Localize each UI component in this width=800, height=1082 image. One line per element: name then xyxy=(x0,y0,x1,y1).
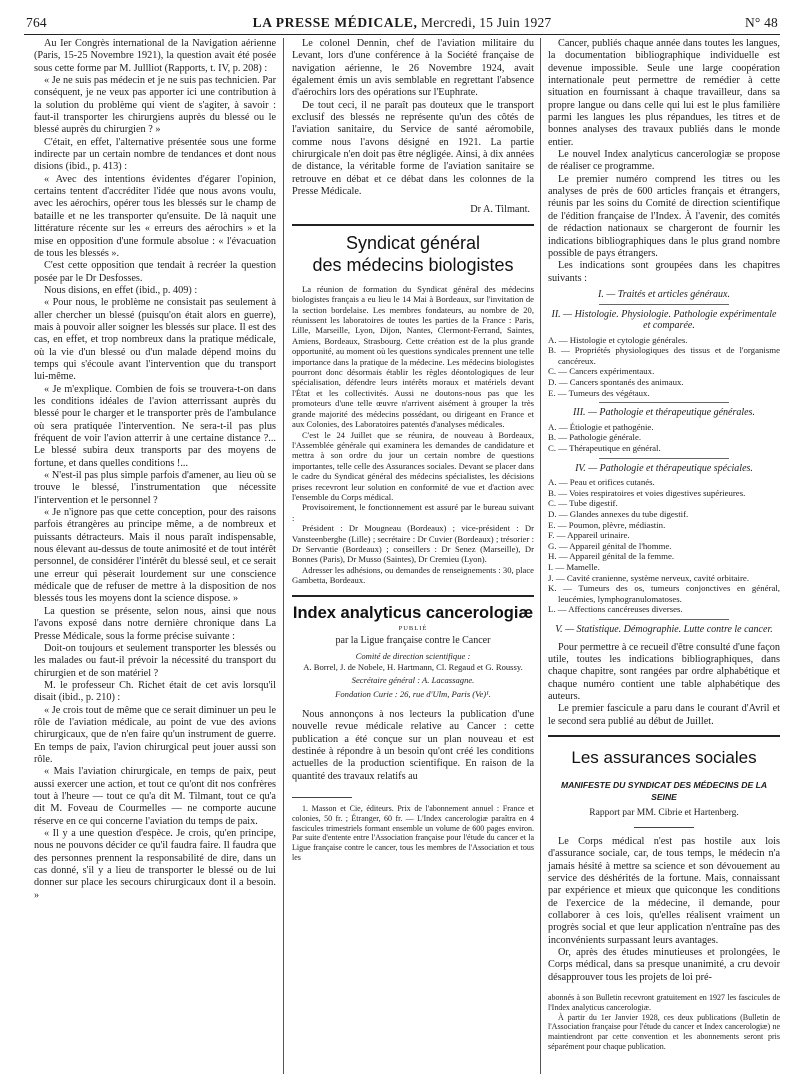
paragraph: Le premier fascicule a paru dans le courant d'Avril et le second sera publié au début de Juillet. xyxy=(548,703,780,727)
section-rule xyxy=(599,458,729,459)
index-comite: Comité de direction scientifique : xyxy=(355,651,471,662)
paragraph: « Mais l'aviation chirurgicale, en temps de paix, peut aussi exercer une action, et tout ce qu'ont dit nos confrères tout à l'heure — tout ce qu'a dit M. Tilmant, tout ce qu'a dit M. Foveau de Courmelles — ne comporte aucune réserve en ce qui concerne l'aviation du temps de paix. xyxy=(34,766,276,827)
section-title: IV. — Pathologie et thérapeutique spéciales. xyxy=(575,462,753,474)
index-paragraph: Nous annonçons à nos lecteurs la publication d'une nouvelle revue médicale relative au Cancer : cette publication a été conçue sur un plan nouveau et est destinée à répondre à un besoin qu'ont créé les conditions actuelles de la production scientifique. En raison de la quantité des travaux relatifs au xyxy=(292,708,534,782)
divider xyxy=(292,595,534,597)
section-rule xyxy=(599,619,729,620)
index-by: par la Ligue française contre le Cancer xyxy=(335,635,491,646)
section-item: B. — Voies respiratoires et voies digestives supérieures. xyxy=(548,487,746,498)
paragraph: De tout ceci, il ne paraît pas douteux que le transport exclusif des blessés ne représente qu'un des côtés de l'aviation sanitaire, du Service de santé aéromobile, comme nous l'avons désigné en 1921. La partie chirurgicale n'en doit pas être négligée. Ainsi, à dix années de distance, la véritable forme de l'aviation sanitaire se retrouve en débat et ce débat dans les colonnes de la Presse Médicale. xyxy=(292,99,534,198)
column-rule-2 xyxy=(540,38,541,1074)
section-title: III. — Pathologie et thérapeutique générales. xyxy=(573,407,755,419)
paragraph: Au Ier Congrès international de la Navigation aérienne (Paris, 15-25 Novembre 1921), la question avait été posée sous cette forme par M. Jullliot (Rapports, t. IV, p. 208) : xyxy=(34,38,276,74)
paragraph: Pour permettre à ce recueil d'être consulté d'une façon utile, toutes les indications bibliographiques, dans chaque chapitre, sont rangées par ordre alphabétique et chaque numéro contient une table alphabétique des auteurs. xyxy=(548,641,780,702)
paragraph: Cancer, publiés chaque année dans toutes les langues, la documentation bibliographique individuelle est devenue impossible. Seule une large coopération internationale peut permettre de remédier à cette situation en fournissant à chaque travailleur, dans sa propre langue ou dans celle qui lui est le plus familière parmi les langues les plus répandues, les titres et de bonnes analyses des travaux publiés dans le monde entier. xyxy=(548,38,780,148)
short-rule xyxy=(634,827,694,828)
section-item: C. — Thérapeutique en général. xyxy=(548,443,661,453)
paragraph: Adresser les adhésions, ou demandes de renseignements : 30, place Gambetta, Bordeaux. xyxy=(292,564,534,586)
footnote-rule xyxy=(292,797,352,798)
column-rule-1 xyxy=(283,38,284,1074)
section-title: II. — Histologie. Physiologie. Pathologie expérimentale et comparée. xyxy=(551,309,777,332)
paragraph: « Je ne suis pas médecin et je ne suis pas technicien. Par conséquent, je ne veux pas apporter ici une contribution à la solution du problème qui vient de s'agiter, à savoir : faut-il transporter les chirurgiens auprès du blessé ou le blessé auprès du chirurgien ? » xyxy=(34,75,276,136)
paragraph: « Avec des intentions évidentes d'égarer l'opinion, certains tentent d'accréditer l'idée que nous avons voulu, avec les aérochirs, opérer tous les blessés sur le champ de bataille et ne les transporter qu'ensuite. De là naquit une littérature récente sur les « erreurs des aérochirs » et la mise en opposition d'une formule absolue : « l'évacuation de tous les blessés ». xyxy=(34,173,276,259)
paragraph: « Je crois tout de même que ce serait diminuer un peu le rôle de l'aviation médicale, au point de vue des avions chirurgicaux, que de n'en faire qu'un instrument de guerre. En temps de paix, l'avion chirurgical peut jouer aussi son rôle. xyxy=(34,704,276,765)
section-title: I. — Traités et articles généraux. xyxy=(598,288,730,300)
paragraph: Le premier numéro comprend les titres ou les analyses de près de 600 articles français et étrangers, réunis par les soins du Comité de direction scientifique de l'édition française de l'Index. À l'avenir, des comités de rédaction nationaux se chargeront de fournir les indications bibliographiques dans le plus grand nombre possible de pays étrangers. xyxy=(548,173,780,259)
section-item: L. — Affections cancéreuses diverses. xyxy=(548,604,683,615)
page-header xyxy=(24,12,780,35)
paragraph: Or, après des études minutieuses et prolongées, le Corps médical, dans sa presque unanimité, a cru devoir désapprouver tous les projets de loi pré- xyxy=(548,947,780,983)
paragraph: C'est cette opposition que tendait à recréer la question posée par le Dr Desfosses. xyxy=(34,260,276,284)
footnote-continued: abonnés à son Bulletin recevront gratuitement en 1927 les fascicules de l'Index analyticus cancerologiæ. xyxy=(548,993,780,1012)
page-number: 764 xyxy=(26,15,47,30)
paragraph: C'est le 24 Juillet que se réunira, de nouveau à Bordeaux, l'Assemblée générale qui examinera les demandes de candidature et mettra à son ordre du jour un certain nombre de questions importantes, telle celle des Assurances sociales. Devant se placer dans le cadre du Syndicat général des médecins spécialistes, les décisions prises recevront leur solution en conformité de vue et d'action avec l'ensemble du Corps médical. xyxy=(292,429,534,502)
section-item: E. — Tumeurs des végétaux. xyxy=(548,387,650,398)
section-item: C. — Cancers expérimentaux. xyxy=(548,366,655,377)
section-item: C. — Tube digestif. xyxy=(548,498,618,509)
paragraph: « Je n'ignore pas que cette conception, pour des raisons parfois étrangères au principe même, a de nombreux et puissants détracteurs. Mais il nous paraît indispensable, nous élevant au-dessus de toute animosité et de tout intérêt personnel, de considérer l'intérêt du blessé seul, et ce serait une erreur qui pèserait lourdement sur une conscience médicale que de refuser de mettre à la disposition de nos blessés tous les moyens dont la science dispose. » xyxy=(34,507,276,605)
section-rule xyxy=(599,304,729,305)
section-item: D. — Glandes annexes du tube digestif. xyxy=(548,508,689,519)
paragraph: C'était, en effet, l'alternative présentée sous une forme indirecte par un certain nombre de tendances et dont nous disions (ibid., p. 413) : xyxy=(34,136,276,173)
paragraph: Le nouvel Index analyticus cancerologiæ se propose de réaliser ce programme. xyxy=(548,149,780,173)
divider xyxy=(292,224,534,226)
section-item: I. — Mamelle. xyxy=(548,561,600,572)
paragraph: Provisoirement, le fonctionnement est assuré par le bureau suivant : xyxy=(292,502,534,523)
paragraph: La réunion de formation du Syndicat général des médecins biologistes français a eu lieu le 14 Mai à Bordeaux, sur l'invitation de la section bordelaise. Les membres fondateurs, au nombre de 20, réunissent les laboratoires de toutes les parties de la France : Paris, Lille, Marseille, Lyon, Dijon, Nantes, Clermont-Ferrand, Saintes, Amiens, Bordeaux, Strasbourg. Cette création est de la plus grande opportunité, au moment où les questions syndicales prennent une telle importance dans la pratique de la médecine. Les médecins biologistes pourront donc désormais établir les règles déontologiques de leur spécialisation, défendre leurs intérêts moraux et matériels devant l'État et les collectivités. Aussi ne doutons-nous pas que les promoteurs d'une telle œuvre n'arrivent aisément à grouper la très grande majorité des médecins possédant, ou dirigeant en France et aux Colonies, des Laboratoires patentés d'analyses médicales. xyxy=(292,283,534,430)
footnote: 1. Masson et Cie, éditeurs. Prix de l'abonnement annuel : France et colonies, 50 fr. ; Étranger, 60 fr. — L'Index cancerologiæ paraîtra en 4 fascicules trimestriels formant ensemble un volume de 600 pages environ. Par suite d'entente entre l'Association française pour l'étude du cancer et la Ligue française contre le cancer, tous les membres de l'Association et tous les xyxy=(292,804,534,863)
paragraph: Président : Dr Mougneau (Bordeaux) ; vice-président : Dr Vansteenberghe (Lille) ; secrétaire : Dr Cuvier (Bordeaux) ; trésorier : Dr Servantie (Bordeaux) ; conseillers : Dr Senez (Marseille), Dr Bonnes (Paris), Dr Musso (Saintes), Dr Cremieu (Lyon). xyxy=(292,523,534,565)
index-members: A. Borrel, J. de Nobele, H. Hartmann, Cl. Regaud et G. Roussy. xyxy=(303,661,523,672)
column-3 xyxy=(548,38,780,1052)
section-item: A. — Étiologie et pathogénie. xyxy=(548,421,654,432)
paragraph: Les indications sont groupées dans les chapitres suivants : xyxy=(548,260,780,284)
issue-number: N° 48 xyxy=(744,15,778,30)
section-item: J. — Cavité cranienne, système nerveux, cavité orbitaire. xyxy=(548,572,750,583)
index-title: Index analyticus cancerologiæ xyxy=(292,603,534,622)
rapport-authors: Rapport par MM. Cibrie et Hartenberg. xyxy=(589,807,739,818)
section-item: F. — Appareil urinaire. xyxy=(548,530,630,541)
manifeste-title: MANIFESTE DU SYNDICAT DES MÉDECINS DE LA SEINE xyxy=(560,779,768,803)
syndicat-title-1: Syndicat général xyxy=(345,232,481,253)
signature: Dr A. Tilmant. xyxy=(470,204,530,216)
index-secretaire: Secrétaire général : A. Lacassagne. xyxy=(351,675,475,686)
paragraph: Doit-on toujours et seulement transporter les blessés ou les malades ou faut-il prévoir la nécessité du transport du chirurgien et de son matériel ? xyxy=(34,642,276,679)
section-item: D. — Cancers spontanés des animaux. xyxy=(548,377,684,388)
paragraph: « Pour nous, le problème ne consistait pas seulement à aller chercher un blessé (puisqu'on était alors en guerre), mais à pouvoir aller soigner les blessés sur place. Il est des cas, en effet, et trop nombreux dans la pratique médicale, où la vie d'un blessé ou d'un malade dépend moins du temps qui s'écoule avant l'intervention que du transport lui-même. xyxy=(34,297,276,383)
paragraph: Le colonel Dennin, chef de l'aviation militaire du Levant, lors d'une conférence à la Société française de navigation aérienne, le 26 Novembre 1924, avait également émis un avis semblable en regrettant l'absence d'aérochirs lors des opérations sur l'Euphrate. xyxy=(292,38,534,99)
section-item: G. — Appareil génital de l'homme. xyxy=(548,540,672,551)
index-fondation: Fondation Curie : 26, rue d'Ulm, Paris (Ve)¹. xyxy=(335,688,491,699)
paragraph: Le Corps médical n'est pas hostile aux lois d'assurance sociale, car, de tous temps, le médecin n'a jamais hésité à mettre sa science et son dévouement au service des déshérités de la fortune. Mais, connaissant par expérience et mieux que quiconque les conditions de l'exercice de la médecine, il demande, pour collaborer à ces lois, qu'elles réalisent vraiment un progrès social et que leur application n'entraîne pas des inconvénients surpassant leurs avantages. xyxy=(548,835,780,946)
newspaper-page xyxy=(24,12,780,1074)
assurances-title: Les assurances sociales xyxy=(571,747,757,767)
section-item: E. — Poumon, plèvre, médiastin. xyxy=(548,519,666,530)
journal-title: LA PRESSE MÉDICALE, Mercredi, 15 Juin 1927 xyxy=(252,15,552,30)
paragraph: « Je m'explique. Combien de fois se trouvera-t-on dans les conditions idéales de l'avion atterrissant auprès du blessé pour le charger et le transporter près de l'ambulance où sera pratiquée l'intervention. Ne sera-t-il pas plus fréquent de voir l'avion atterrir à une certaine distance ?... Le blessé subira deux transports par des moyens de fortune, et dans quelles conditions !... xyxy=(34,383,276,469)
divider xyxy=(548,735,780,737)
column-2 xyxy=(292,38,534,863)
paragraph: « N'est-il pas plus simple parfois d'amener, au lieu où se trouve le blessé, l'instrumentation que nécessite l'intervention et le personnel ? xyxy=(34,470,276,506)
section-item: A. — Histologie et cytologie générales. xyxy=(548,334,688,345)
column-1 xyxy=(34,38,276,902)
section-rule xyxy=(599,402,729,403)
section-item: K. — Tumeurs des os, tumeurs conjonctives en général, leucémies, lymphogranulomatoses. xyxy=(548,583,780,604)
paragraph: Nous disions, en effet (ibid., p. 409) : xyxy=(44,284,198,296)
paragraph: M. le professeur Ch. Richet était de cet avis lorsqu'il disait (ibid., p. 210) : xyxy=(34,679,276,704)
section-title: V. — Statistique. Démographie. Lutte contre le cancer. xyxy=(555,623,773,635)
paragraph: La question se présente, selon nous, ainsi que nous l'avons exposé dans notre dernière chronique dans La Presse Médicale, sous la forme précise suivante : xyxy=(34,605,276,642)
section-item: A. — Peau et orifices cutanés. xyxy=(548,477,655,488)
footnote-continued-2: À partir du 1er Janvier 1928, ces deux publications (Bulletin de l'Association française pour l'étude du cancer et Index cancerologiæ) ne maintiendront par cette convention et les abonnements seront pris séparément pour chaque publication. xyxy=(548,1012,780,1052)
section-item: B. — Pathologie générale. xyxy=(548,432,642,443)
section-item: B. — Propriétés physiologiques des tissus et de l'organisme cancéreux. xyxy=(548,345,780,366)
section-item: H. — Appareil génital de la femme. xyxy=(548,551,675,562)
index-publie: PUBLIÉ xyxy=(398,624,428,632)
syndicat-title-2: des médecins biologistes xyxy=(312,254,514,275)
paragraph: « Il y a une question d'espèce. Je crois, qu'en principe, nous ne pouvons décider ce qu'il faudra faire. Il faudra que des personnes prennent la responsabilité de dire, dans un cas donné, s'il y a lieu de transporter le blessé ou de lui donner sur place les secours chirurgicaux dont il a besoin. » xyxy=(34,828,276,901)
